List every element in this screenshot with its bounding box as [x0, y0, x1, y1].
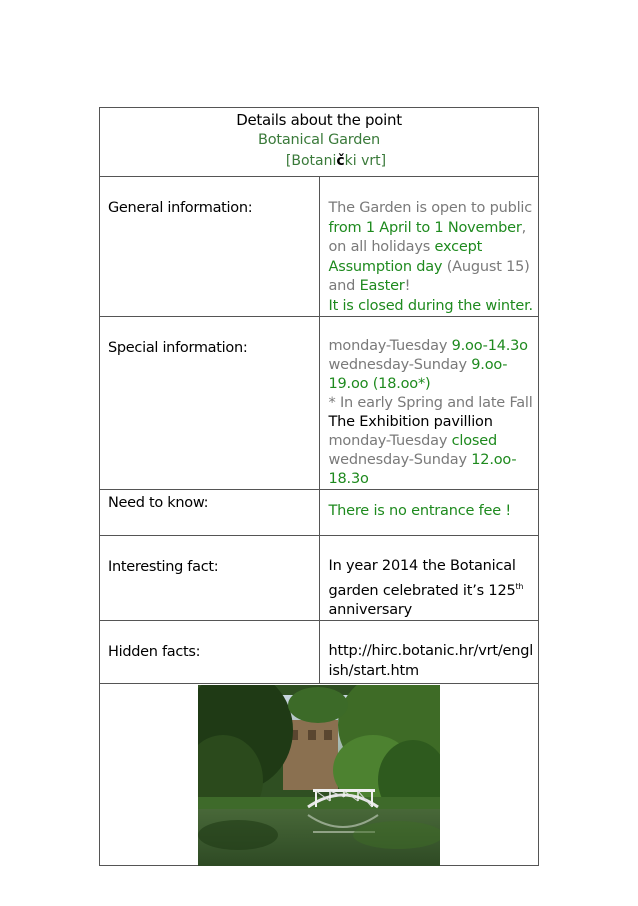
need-value: There is no entrance fee !	[319, 490, 539, 536]
header-title: Details about the point	[236, 111, 402, 129]
hidden-label: Hidden facts:	[100, 621, 320, 684]
need-label: Need to know:	[100, 490, 320, 536]
header-native-name: [Botanički vrt]	[285, 153, 387, 169]
photo-cell	[100, 684, 539, 866]
special-value: monday-Tuesday 9.oo-14.3o wednesday-Sunday 9.oo-19.oo (18.oo*) * In early Spring and late Fall The Exhibition pavillion monday-Tuesday closed wednesday-Sunday 12.oo-18.3o	[319, 317, 539, 490]
info-table	[99, 107, 539, 866]
interesting-label: Interesting fact:	[100, 536, 320, 621]
interesting-value: In year 2014 the Botanical garden celebrated it’s 125th anniversary	[319, 536, 539, 621]
header-name: Botanical Garden	[257, 132, 381, 148]
closed-winter-note: It is closed during the winter.	[328, 297, 533, 314]
hidden-value[interactable]: http://hirc.botanic.hr/vrt/english/start.htm	[319, 621, 539, 684]
general-value: The Garden is open to public from 1 April to 1 November, on all holidays except Assumption day (August 15) and Easter! It is closed during the winter.	[319, 177, 539, 317]
special-label: Special information:	[100, 317, 320, 490]
general-label: General information:	[100, 177, 320, 317]
garden-bridge-pond-photo	[198, 685, 440, 866]
header-cell	[100, 108, 539, 177]
garden-photo-drawing	[198, 685, 440, 866]
